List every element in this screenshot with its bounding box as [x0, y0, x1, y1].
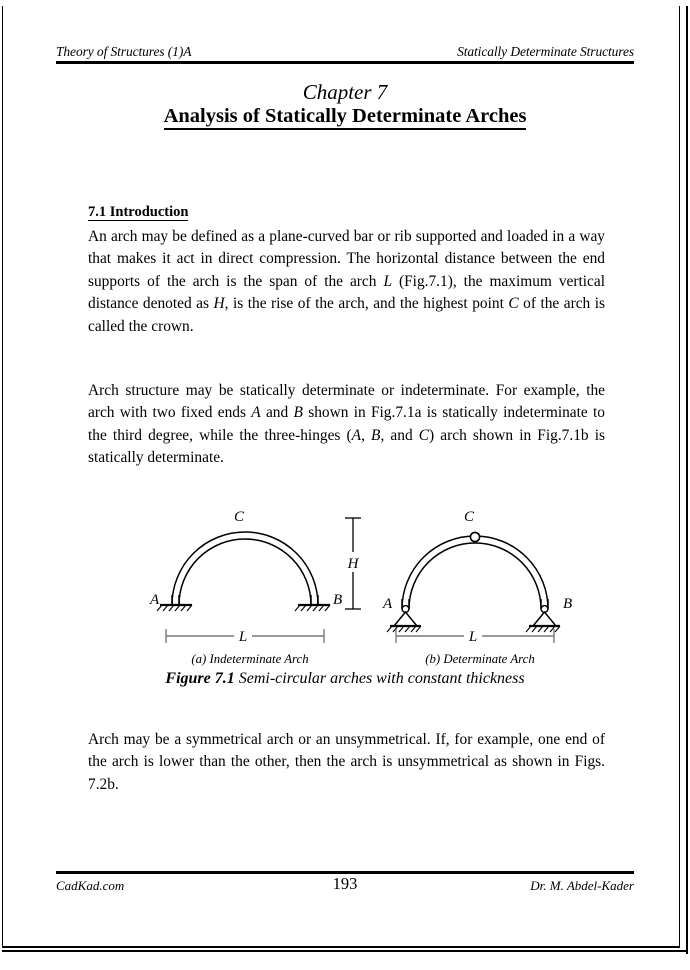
figure-caption — [0, 670, 690, 688]
arch-a-group — [149, 509, 342, 645]
page-title-text: Analysis of Statically Determinate Arches — [164, 105, 527, 130]
chapter-number: Chapter 7 — [302, 80, 388, 104]
section-heading-text: 7.1 Introduction — [88, 204, 189, 220]
running-header-left: Theory of Structures (1)A — [56, 44, 192, 59]
running-header — [56, 44, 634, 60]
footer-site: CadKad.com — [56, 878, 125, 893]
figure-caption-label: Figure 7.1 — [165, 670, 235, 687]
paragraph-intro: An arch may be defined as a plane-curved bar or rib supported and loaded in a way that makes it act in direct compression. The horizontal distance between the end supports of the arch is the span of the arch L (Fig.7.1), the maximum vertical distance denoted as H, is the rise of the arch, and the highest point C of the arch is called the crown. — [88, 228, 606, 335]
label-a-right-support: B — [333, 592, 343, 608]
label-a-crown: C — [233, 509, 245, 525]
arch-a-fixed-support-right — [295, 605, 330, 611]
arch-b-group — [382, 509, 572, 645]
arch-a-fixed-support-left — [157, 605, 192, 611]
arch-b-crown-hinge — [470, 532, 479, 541]
rise-dimension-h — [345, 518, 361, 609]
label-b-span: L — [468, 629, 478, 645]
figure-subcaption-a: (a) Indeterminate Arch — [191, 652, 309, 666]
arch-a-outer-curve — [172, 532, 318, 605]
label-a-left-support: A — [150, 592, 160, 608]
label-a-span: L — [238, 629, 248, 645]
label-b-right-support: B — [563, 596, 573, 612]
running-header-right: Statically Determinate Structures — [457, 44, 634, 59]
label-rise-h: H — [347, 556, 359, 572]
figure-caption-text: Semi-circular arches with constant thickness — [238, 670, 525, 687]
paragraph-determinacy: Arch structure may be statically determinate or indeterminate. For example, the arch with two fixed ends A and B shown in Fig.7.1a is statically indeterminate to the third degree, while the three-hinges (A, B, and C) arch shown in Fig.7.1b is statically determinate. — [88, 382, 606, 467]
paragraph-symmetry: Arch may be a symmetrical arch or an unsymmetrical. If, for example, one end of the arch is lower than the other, then the arch is unsymmetrical as shown in Figs. 7.2b. — [88, 731, 605, 793]
label-b-left-support: A — [383, 596, 393, 612]
running-header-rule — [56, 61, 634, 64]
label-b-crown: C — [463, 509, 475, 525]
page-title — [0, 105, 690, 128]
arch-b-span-dimension — [396, 629, 554, 645]
section-heading — [88, 204, 188, 221]
page-number: 193 — [332, 874, 358, 893]
figure-subcaption-b: (b) Determinate Arch — [425, 652, 535, 666]
page-footer — [56, 874, 634, 900]
arch-a-span-dimension — [166, 629, 324, 645]
arch-b-pin-support-right — [526, 606, 560, 632]
footer-author: Dr. M. Abdel-Kader — [530, 878, 634, 893]
arch-b-outer-curve — [402, 536, 548, 609]
